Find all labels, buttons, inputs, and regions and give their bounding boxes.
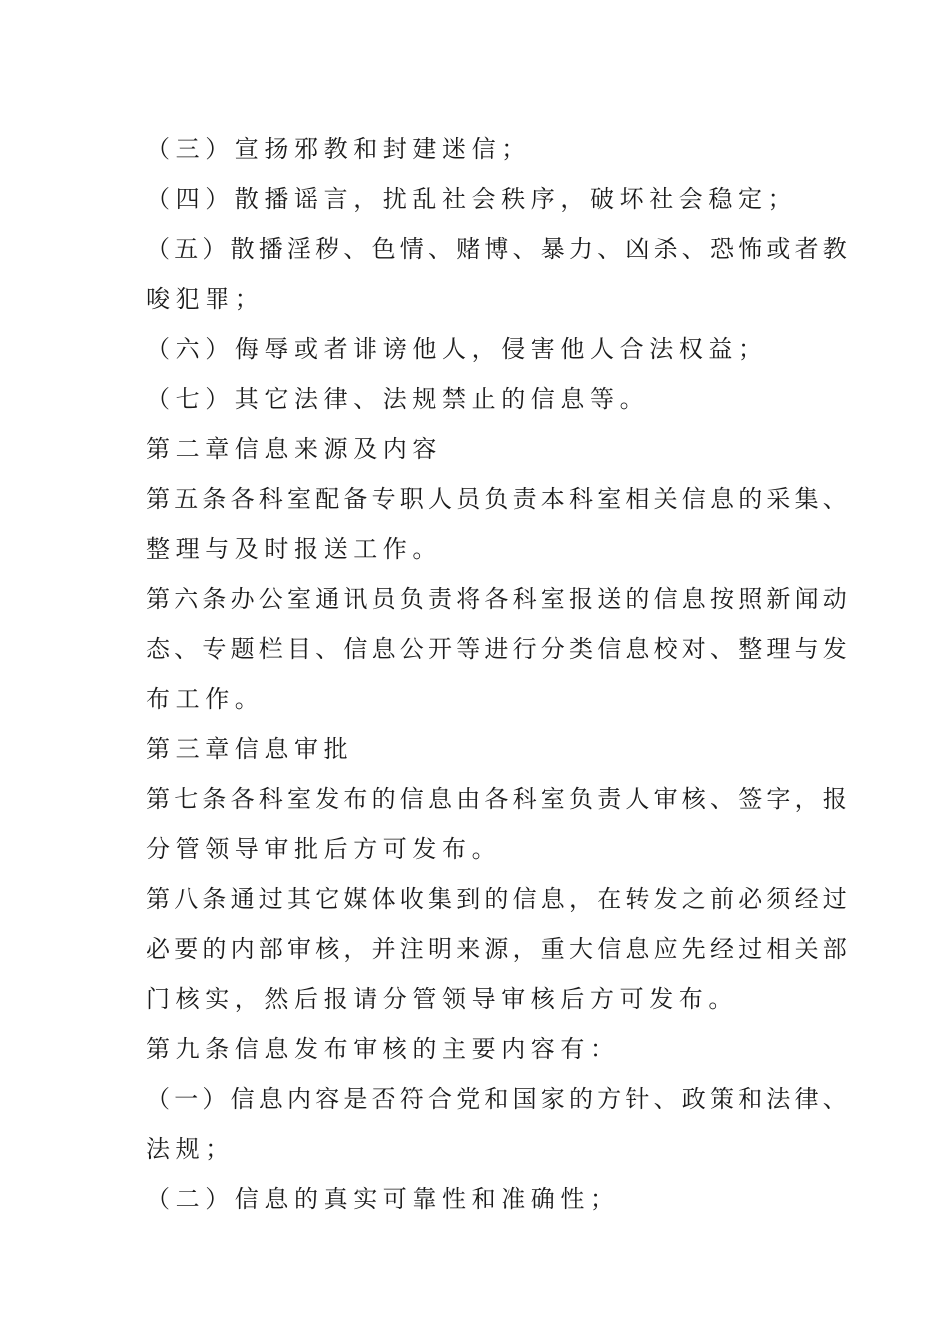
text-line: 分管领导审批后方可发布。: [146, 835, 502, 863]
text-line: 法规；: [146, 1135, 235, 1163]
text-line: 唆犯罪；: [146, 285, 265, 313]
text-line: 整理与及时报送工作。: [146, 535, 442, 563]
text-line: 第八条通过其它媒体收集到的信息，在转发之前必须经过: [146, 885, 851, 913]
text-line: （二）信息的真实可靠性和准确性；: [146, 1185, 620, 1213]
chapter-heading: 第二章信息来源及内容: [146, 435, 442, 463]
text-line: （三）宣扬邪教和封建迷信；: [146, 135, 531, 163]
text-line: （一）信息内容是否符合党和国家的方针、政策和法律、: [146, 1085, 851, 1113]
text-line: 态、专题栏目、信息公开等进行分类信息校对、整理与发: [146, 635, 851, 663]
text-line: 必要的内部审核，并注明来源，重大信息应先经过相关部: [146, 935, 851, 963]
chapter-heading: 第三章信息审批: [146, 735, 354, 763]
text-line: 布工作。: [146, 685, 265, 713]
text-line: （五）散播淫秽、色情、赌博、暴力、凶杀、恐怖或者教: [146, 235, 851, 263]
text-line: 第七条各科室发布的信息由各科室负责人审核、签字，报: [146, 785, 851, 813]
text-line: 第五条各科室配备专职人员负责本科室相关信息的采集、: [146, 485, 851, 513]
text-line: （四）散播谣言，扰乱社会秩序，破坏社会稳定；: [146, 185, 798, 213]
text-line: 第六条办公室通讯员负责将各科室报送的信息按照新闻动: [146, 585, 851, 613]
text-line: 门核实，然后报请分管领导审核后方可发布。: [146, 985, 738, 1013]
text-line: （七）其它法律、法规禁止的信息等。: [146, 385, 650, 413]
text-line: （六）侮辱或者诽谤他人，侵害他人合法权益；: [146, 335, 768, 363]
document-body: [146, 129, 851, 1229]
text-line: 第九条信息发布审核的主要内容有：: [146, 1035, 620, 1063]
